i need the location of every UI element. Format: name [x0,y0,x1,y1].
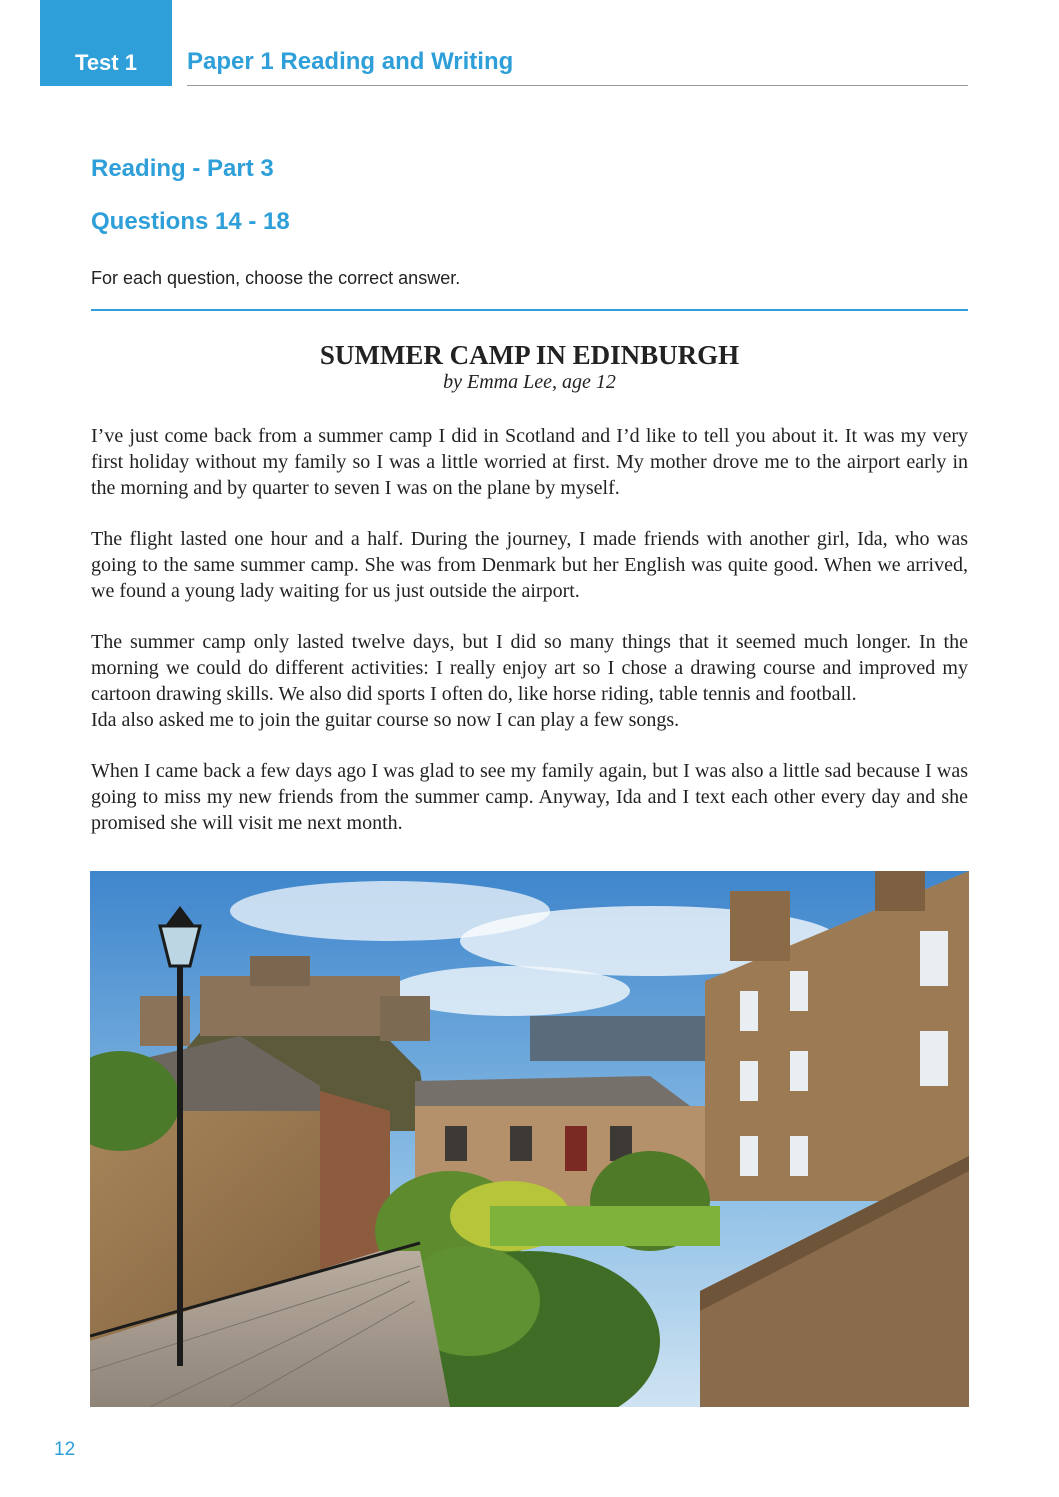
section-divider [91,309,968,311]
article-paragraph: The summer camp only lasted twelve days, but I did so many things that it seemed much longer. In the morning we could do different activities: I really enjoy art so I chose a drawing course and improved my cartoon drawing skills. We also did sports I often do, like horse riding, table tennis and football. [91,631,968,705]
article-byline: by Emma Lee, age 12 [443,371,616,393]
paper-title: Paper 1 Reading and Writing [187,48,514,75]
section-title: Reading - Part 3 [91,155,274,182]
instruction-text: For each question, choose the correct answer. [91,268,461,288]
questions-range: Questions 14 - 18 [91,208,290,235]
article-paragraph: Ida also asked me to join the guitar course so now I can play a few songs. [91,708,680,731]
header-divider [187,85,968,86]
test-label: Test 1 [40,0,172,86]
edinburgh-photo [90,871,969,1407]
article-body [91,424,968,837]
article-paragraph: I’ve just come back from a summer camp I did in Scotland and I’d like to tell you about it. It was my very first holiday without my family so I was a little worried at first. My mother drove me to the airport early in the morning and by quarter to seven I was on the plane by myself. [91,425,968,499]
article-title: SUMMER CAMP IN EDINBURGH [319,340,740,370]
page-number: 12 [54,1439,76,1460]
article-paragraph: The flight lasted one hour and a half. During the journey, I made friends with another girl, Ida, who was going to the same summer camp. She was from Denmark but her English was quite good. When we arrived, we found a young lady waiting for us just outside the airport. [91,528,968,602]
article-paragraph: When I came back a few days ago I was glad to see my family again, but I was also a little sad because I was going to miss my new friends from the summer camp. Anyway, Ida and I text each other every day and she promised she will visit me next month. [91,760,968,834]
